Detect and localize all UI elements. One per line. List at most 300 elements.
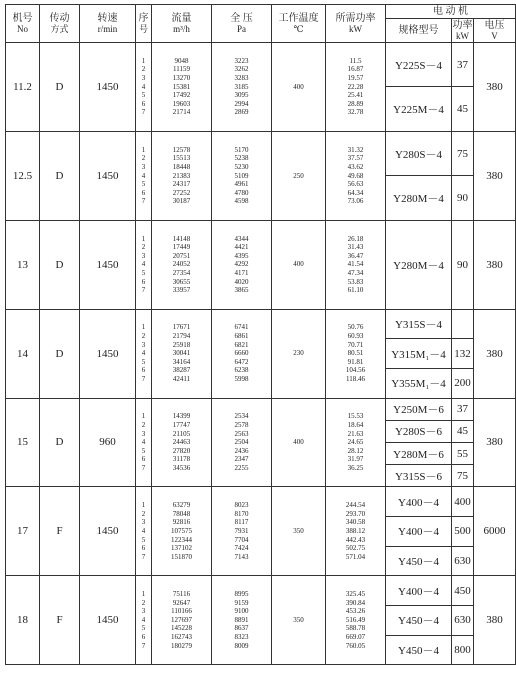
motor-power-cell: 400 — [452, 487, 474, 517]
flow-value: 17747 — [172, 420, 191, 429]
seq-value: 5 — [141, 180, 146, 189]
seq-value: 6 — [141, 544, 146, 553]
seq-value: 3 — [141, 74, 146, 83]
flow-value: 15513 — [172, 154, 191, 163]
power-value: 669.07 — [345, 633, 366, 642]
drive-cell: D — [40, 131, 80, 220]
seq-value: 2 — [141, 420, 146, 429]
power-value: 50.76 — [347, 323, 364, 332]
model-no-cell: 17 — [6, 487, 40, 576]
flow-value: 17492 — [172, 91, 191, 100]
seq-value: 6 — [141, 277, 146, 286]
pressure-value: 5170 — [234, 145, 249, 154]
pressure-list-cell — [212, 398, 272, 487]
flow-value: 21714 — [172, 108, 191, 117]
flow-list-cell — [152, 309, 212, 398]
seq-value: 1 — [141, 501, 146, 510]
power-value: 388.12 — [345, 527, 366, 536]
temp-cell: 400 — [272, 220, 326, 309]
flow-value: 33957 — [172, 286, 191, 295]
power-value: 118.46 — [346, 375, 365, 384]
pressure-value: 4344 — [234, 234, 249, 243]
header-motor: 电 动 机 — [386, 5, 516, 19]
pressure-value: 3262 — [234, 65, 249, 74]
header-motor-model: 规格型号 — [386, 19, 452, 43]
motor-model-cell: Y450－4 — [386, 635, 452, 665]
flow-value: 30187 — [172, 197, 191, 206]
power-value: 244.54 — [345, 501, 366, 510]
flow-value: 21383 — [172, 171, 191, 180]
flow-value: 13270 — [172, 74, 191, 83]
table-row — [6, 43, 516, 50]
motor-power-cell: 37 — [452, 43, 474, 87]
pressure-value: 8170 — [234, 509, 249, 518]
seq-value: 7 — [141, 552, 146, 561]
flow-list-cell — [152, 576, 212, 665]
seq-list-cell — [136, 220, 152, 309]
motor-power-cell: 55 — [452, 442, 474, 464]
pressure-value: 4395 — [234, 251, 249, 260]
motor-power-cell — [452, 309, 474, 339]
voltage-cell: 380 — [474, 43, 516, 132]
seq-value: 4 — [141, 438, 146, 447]
power-value: 32.78 — [347, 108, 364, 117]
pressure-value: 3865 — [234, 286, 249, 295]
motor-power-cell: 630 — [452, 546, 474, 576]
motor-power-cell: 90 — [452, 176, 474, 220]
power-value: 36.47 — [347, 251, 364, 260]
pressure-value: 2534 — [234, 412, 249, 421]
header-motor-power: 功率 kW — [452, 19, 473, 41]
motor-model-cell: Y225S－4 — [386, 43, 452, 87]
power-list-cell — [326, 398, 386, 487]
flow-value: 15381 — [172, 82, 191, 91]
model-no-cell: 11.2 — [6, 43, 40, 132]
motor-power-cell: 500 — [452, 517, 474, 547]
pressure-value: 5998 — [234, 375, 249, 384]
seq-value: 6 — [141, 366, 146, 375]
seq-value: 5 — [141, 446, 146, 455]
pressure-value: 6821 — [234, 340, 249, 349]
voltage-cell: 380 — [474, 398, 516, 487]
power-value: 19.57 — [347, 74, 364, 83]
power-value: 325.45 — [345, 590, 366, 599]
flow-value: 31178 — [172, 455, 191, 464]
power-value: 41.54 — [347, 260, 364, 269]
seq-value: 1 — [141, 412, 146, 421]
header-drive: 传动 方式 — [40, 5, 80, 43]
drive-cell: D — [40, 398, 80, 487]
drive-cell: F — [40, 576, 80, 665]
power-value: 25.41 — [347, 91, 364, 100]
motor-power-cell: 75 — [452, 465, 474, 487]
power-list-cell — [326, 309, 386, 398]
pressure-value: 7931 — [234, 527, 249, 536]
voltage-cell: 380 — [474, 220, 516, 309]
power-value: 47.34 — [347, 268, 364, 277]
motor-model-cell: Y280M－4 — [386, 176, 452, 220]
motor-model-cell: Y450－4 — [386, 605, 452, 635]
model-no-cell: 12.5 — [6, 131, 40, 220]
flow-value: 92816 — [172, 518, 191, 527]
motor-model-cell: Y280S－6 — [386, 420, 452, 442]
voltage-cell: 380 — [474, 309, 516, 398]
motor-model-cell: Y250M－6 — [386, 398, 452, 420]
flow-list-cell — [152, 220, 212, 309]
flow-value: 78048 — [172, 509, 191, 518]
power-value: 31.43 — [347, 243, 364, 252]
header-temp: 工作温度 ℃ — [272, 5, 326, 43]
seq-value: 4 — [141, 349, 146, 358]
motor-model-cell: Y315M₁－4 — [386, 339, 452, 369]
power-value: 453.26 — [345, 607, 366, 616]
motor-model-cell: Y225M－4 — [386, 87, 452, 131]
motor-model-cell: Y280S－4 — [386, 131, 452, 175]
seq-value: 4 — [141, 82, 146, 91]
power-value: 293.70 — [345, 509, 366, 518]
pressure-list-cell — [212, 487, 272, 576]
seq-value: 5 — [141, 535, 146, 544]
model-no-cell: 13 — [6, 220, 40, 309]
pressure-value: 8995 — [234, 590, 249, 599]
power-value: 26.18 — [347, 234, 364, 243]
flow-value: 12578 — [172, 145, 191, 154]
voltage-cell: 380 — [474, 131, 516, 220]
pressure-value: 2255 — [234, 463, 249, 472]
flow-value: 122344 — [171, 535, 192, 544]
flow-value: 24052 — [172, 260, 191, 269]
pressure-value: 2347 — [234, 455, 249, 464]
drive-cell: D — [40, 43, 80, 132]
flow-list-cell — [152, 398, 212, 487]
power-value: 31.97 — [347, 455, 364, 464]
power-value: 43.62 — [347, 162, 364, 171]
motor-power-cell: 90 — [452, 220, 474, 309]
temp-cell: 400 — [272, 43, 326, 132]
pressure-value: 5238 — [234, 154, 249, 163]
seq-list-cell — [136, 398, 152, 487]
seq-value: 1 — [141, 145, 146, 154]
motor-model-cell: Y355M₁－4 — [386, 368, 452, 398]
power-value: 70.71 — [347, 340, 364, 349]
seq-value: 2 — [141, 332, 146, 341]
flow-value: 34164 — [172, 357, 191, 366]
seq-value: 3 — [141, 607, 146, 616]
temp-cell: 350 — [272, 576, 326, 665]
pressure-value: 8891 — [234, 615, 249, 624]
seq-value: 3 — [141, 251, 146, 260]
pressure-value: 2563 — [234, 429, 249, 438]
power-value: 28.12 — [347, 446, 364, 455]
motor-power-cell: 37 — [452, 398, 474, 420]
flow-value: 9048 — [174, 56, 189, 65]
motor-model-cell: Y315S－6 — [386, 465, 452, 487]
seq-value: 5 — [141, 357, 146, 366]
power-value: 15.53 — [347, 412, 364, 421]
seq-value: 2 — [141, 154, 146, 163]
fan-performance-table — [5, 4, 516, 665]
seq-value: 7 — [141, 197, 146, 206]
drive-cell: F — [40, 487, 80, 576]
flow-value: 110166 — [171, 607, 192, 616]
flow-value: 27354 — [172, 268, 191, 277]
pressure-value: 2869 — [234, 108, 249, 117]
model-no-cell: 15 — [6, 398, 40, 487]
speed-cell: 1450 — [80, 220, 136, 309]
power-value: 49.68 — [347, 171, 364, 180]
flow-value: 27252 — [172, 188, 191, 197]
motor-model-cell: Y280M－4 — [386, 220, 452, 309]
motor-power-cell: 45 — [452, 420, 474, 442]
power-value: 91.81 — [347, 357, 364, 366]
table-row — [6, 398, 516, 405]
pressure-value: 3185 — [234, 82, 249, 91]
power-list-cell — [326, 43, 386, 132]
pressure-value: 4292 — [234, 260, 249, 269]
flow-value: 162743 — [171, 633, 192, 642]
pressure-value: 6472 — [234, 357, 249, 366]
flow-value: 30655 — [172, 277, 191, 286]
seq-value: 7 — [141, 463, 146, 472]
pressure-value: 6741 — [234, 323, 249, 332]
pressure-value: 7424 — [234, 544, 249, 553]
power-value: 61.10 — [347, 286, 364, 295]
header-model-no: 机号 No — [6, 5, 40, 43]
flow-value: 25918 — [172, 340, 191, 349]
flow-value: 24463 — [172, 438, 191, 447]
power-value: 340.58 — [345, 518, 366, 527]
power-value: 442.43 — [345, 535, 366, 544]
temp-cell: 350 — [272, 487, 326, 576]
pressure-value: 8323 — [234, 633, 249, 642]
seq-value: 4 — [141, 260, 146, 269]
seq-value: 5 — [141, 268, 146, 277]
pressure-value: 7704 — [234, 535, 249, 544]
power-value: 56.63 — [347, 180, 364, 189]
power-value: 588.78 — [345, 624, 366, 633]
pressure-value: 8117 — [234, 518, 249, 527]
flow-value: 107575 — [171, 527, 192, 536]
temp-cell: 250 — [272, 131, 326, 220]
power-value: 516.49 — [345, 615, 366, 624]
seq-value: 6 — [141, 188, 146, 197]
flow-value: 18448 — [172, 162, 191, 171]
power-list-cell — [326, 220, 386, 309]
seq-value: 1 — [141, 323, 146, 332]
pressure-value: 7143 — [234, 552, 249, 561]
pressure-value: 4421 — [234, 243, 249, 252]
power-value: 11.5 — [349, 56, 362, 65]
motor-model-cell: Y450－4 — [386, 546, 452, 576]
pressure-value: 2994 — [234, 99, 249, 108]
flow-value: 14148 — [172, 234, 191, 243]
seq-list-cell — [136, 576, 152, 665]
pressure-list-cell — [212, 131, 272, 220]
table-row — [6, 309, 516, 316]
flow-value: 34536 — [172, 463, 191, 472]
speed-cell: 1450 — [80, 43, 136, 132]
flow-value: 27820 — [172, 446, 191, 455]
flow-value: 19603 — [172, 99, 191, 108]
motor-power-cell: 450 — [452, 576, 474, 606]
pressure-value: 8009 — [234, 641, 249, 650]
pressure-value: 4171 — [234, 268, 249, 277]
model-no-cell: 14 — [6, 309, 40, 398]
flow-value: 145228 — [171, 624, 192, 633]
pressure-value: 4020 — [234, 277, 249, 286]
model-no-cell: 18 — [6, 576, 40, 665]
flow-value: 20751 — [172, 251, 191, 260]
power-value: 64.34 — [347, 188, 364, 197]
seq-value: 7 — [141, 641, 146, 650]
seq-value: 3 — [141, 162, 146, 171]
seq-value: 6 — [141, 99, 146, 108]
pressure-value: 3223 — [234, 56, 249, 65]
seq-list-cell — [136, 43, 152, 132]
pressure-value: 4780 — [234, 188, 249, 197]
pressure-value: 9159 — [234, 598, 249, 607]
pressure-list-cell — [212, 220, 272, 309]
power-value: 18.64 — [347, 420, 364, 429]
seq-value: 5 — [141, 624, 146, 633]
seq-value: 1 — [141, 234, 146, 243]
pressure-value: 4598 — [234, 197, 249, 206]
pressure-value: 3283 — [234, 74, 249, 83]
motor-power-cell: 132 — [452, 339, 474, 369]
power-value: 60.93 — [347, 332, 364, 341]
power-value: 502.75 — [345, 544, 366, 553]
pressure-value: 5230 — [234, 162, 249, 171]
seq-value: 6 — [141, 455, 146, 464]
flow-value: 17671 — [172, 323, 191, 332]
seq-value: 5 — [141, 91, 146, 100]
seq-value: 4 — [141, 615, 146, 624]
motor-power-cell: 75 — [452, 131, 474, 175]
motor-power-cell: 800 — [452, 635, 474, 665]
seq-value: 7 — [141, 375, 146, 384]
speed-cell: 1450 — [80, 309, 136, 398]
motor-power-cell: 630 — [452, 605, 474, 635]
speed-cell: 1450 — [80, 131, 136, 220]
motor-model-cell: Y400－4 — [386, 517, 452, 547]
header-voltage: 电压 V — [474, 19, 516, 43]
drive-cell: D — [40, 220, 80, 309]
flow-value: 17449 — [172, 243, 191, 252]
power-value: 390.84 — [345, 598, 366, 607]
flow-value: 63279 — [172, 501, 191, 510]
seq-value: 3 — [141, 429, 146, 438]
motor-model-cell: Y280M－6 — [386, 442, 452, 464]
pressure-value: 6660 — [234, 349, 249, 358]
pressure-value: 8637 — [234, 624, 249, 633]
flow-value: 127697 — [171, 615, 192, 624]
power-value: 104.56 — [345, 366, 366, 375]
power-value: 16.87 — [347, 65, 364, 74]
flow-value: 75116 — [172, 590, 191, 599]
seq-value: 3 — [141, 518, 146, 527]
seq-list-cell — [136, 487, 152, 576]
seq-list-cell — [136, 309, 152, 398]
flow-list-cell — [152, 131, 212, 220]
table-row — [6, 220, 516, 227]
speed-cell: 960 — [80, 398, 136, 487]
pressure-value: 6238 — [234, 366, 249, 375]
header-pressure: 全 压 Pa — [212, 5, 272, 43]
power-value: 24.65 — [347, 438, 364, 447]
seq-list-cell — [136, 131, 152, 220]
speed-cell: 1450 — [80, 576, 136, 665]
pressure-value: 2436 — [234, 446, 249, 455]
flow-value: 24317 — [172, 180, 191, 189]
motor-model-cell: Y400－4 — [386, 576, 452, 606]
power-value: 53.83 — [347, 277, 364, 286]
seq-value: 3 — [141, 340, 146, 349]
table-row — [6, 576, 516, 583]
pressure-list-cell — [212, 43, 272, 132]
seq-value: 2 — [141, 243, 146, 252]
power-value: 36.25 — [347, 463, 364, 472]
pressure-value: 9100 — [234, 607, 249, 616]
temp-cell: 400 — [272, 398, 326, 487]
pressure-value: 3095 — [234, 91, 249, 100]
temp-cell: 230 — [272, 309, 326, 398]
seq-value: 2 — [141, 65, 146, 74]
drive-cell: D — [40, 309, 80, 398]
power-list-cell — [326, 131, 386, 220]
power-value: 31.32 — [347, 145, 364, 154]
voltage-cell: 6000 — [474, 487, 516, 576]
seq-value: 2 — [141, 598, 146, 607]
motor-model-cell: Y400－4 — [386, 487, 452, 517]
power-value: 760.05 — [345, 641, 366, 650]
flow-value: 38287 — [172, 366, 191, 375]
header-power-required: 所需功率 kW — [326, 5, 386, 43]
pressure-value: 5109 — [234, 171, 249, 180]
seq-value: 7 — [141, 286, 146, 295]
flow-value: 137102 — [171, 544, 192, 553]
seq-value: 1 — [141, 590, 146, 599]
seq-value: 4 — [141, 527, 146, 536]
power-value: 28.89 — [347, 99, 364, 108]
flow-value: 30041 — [172, 349, 191, 358]
seq-value: 4 — [141, 171, 146, 180]
seq-value: 6 — [141, 633, 146, 642]
flow-value: 21794 — [172, 332, 191, 341]
speed-cell: 1450 — [80, 487, 136, 576]
flow-value: 180279 — [171, 641, 192, 650]
voltage-cell: 380 — [474, 576, 516, 665]
pressure-list-cell — [212, 309, 272, 398]
power-value: 22.28 — [347, 82, 364, 91]
table-body — [6, 43, 516, 665]
seq-value: 1 — [141, 56, 146, 65]
flow-value: 14399 — [172, 412, 191, 421]
pressure-value: 2578 — [234, 420, 249, 429]
flow-list-cell — [152, 487, 212, 576]
flow-value: 92647 — [172, 598, 191, 607]
seq-value: 2 — [141, 509, 146, 518]
pressure-value: 6861 — [234, 332, 249, 341]
motor-power-cell: 45 — [452, 87, 474, 131]
power-value: 37.57 — [347, 154, 364, 163]
flow-list-cell — [152, 43, 212, 132]
header-flow: 流量 m³/h — [152, 5, 212, 43]
power-value: 571.04 — [345, 552, 366, 561]
pressure-value: 2504 — [234, 438, 249, 447]
header-speed: 转速 r/min — [80, 5, 136, 43]
power-value: 80.51 — [347, 349, 364, 358]
power-value: 73.06 — [347, 197, 364, 206]
